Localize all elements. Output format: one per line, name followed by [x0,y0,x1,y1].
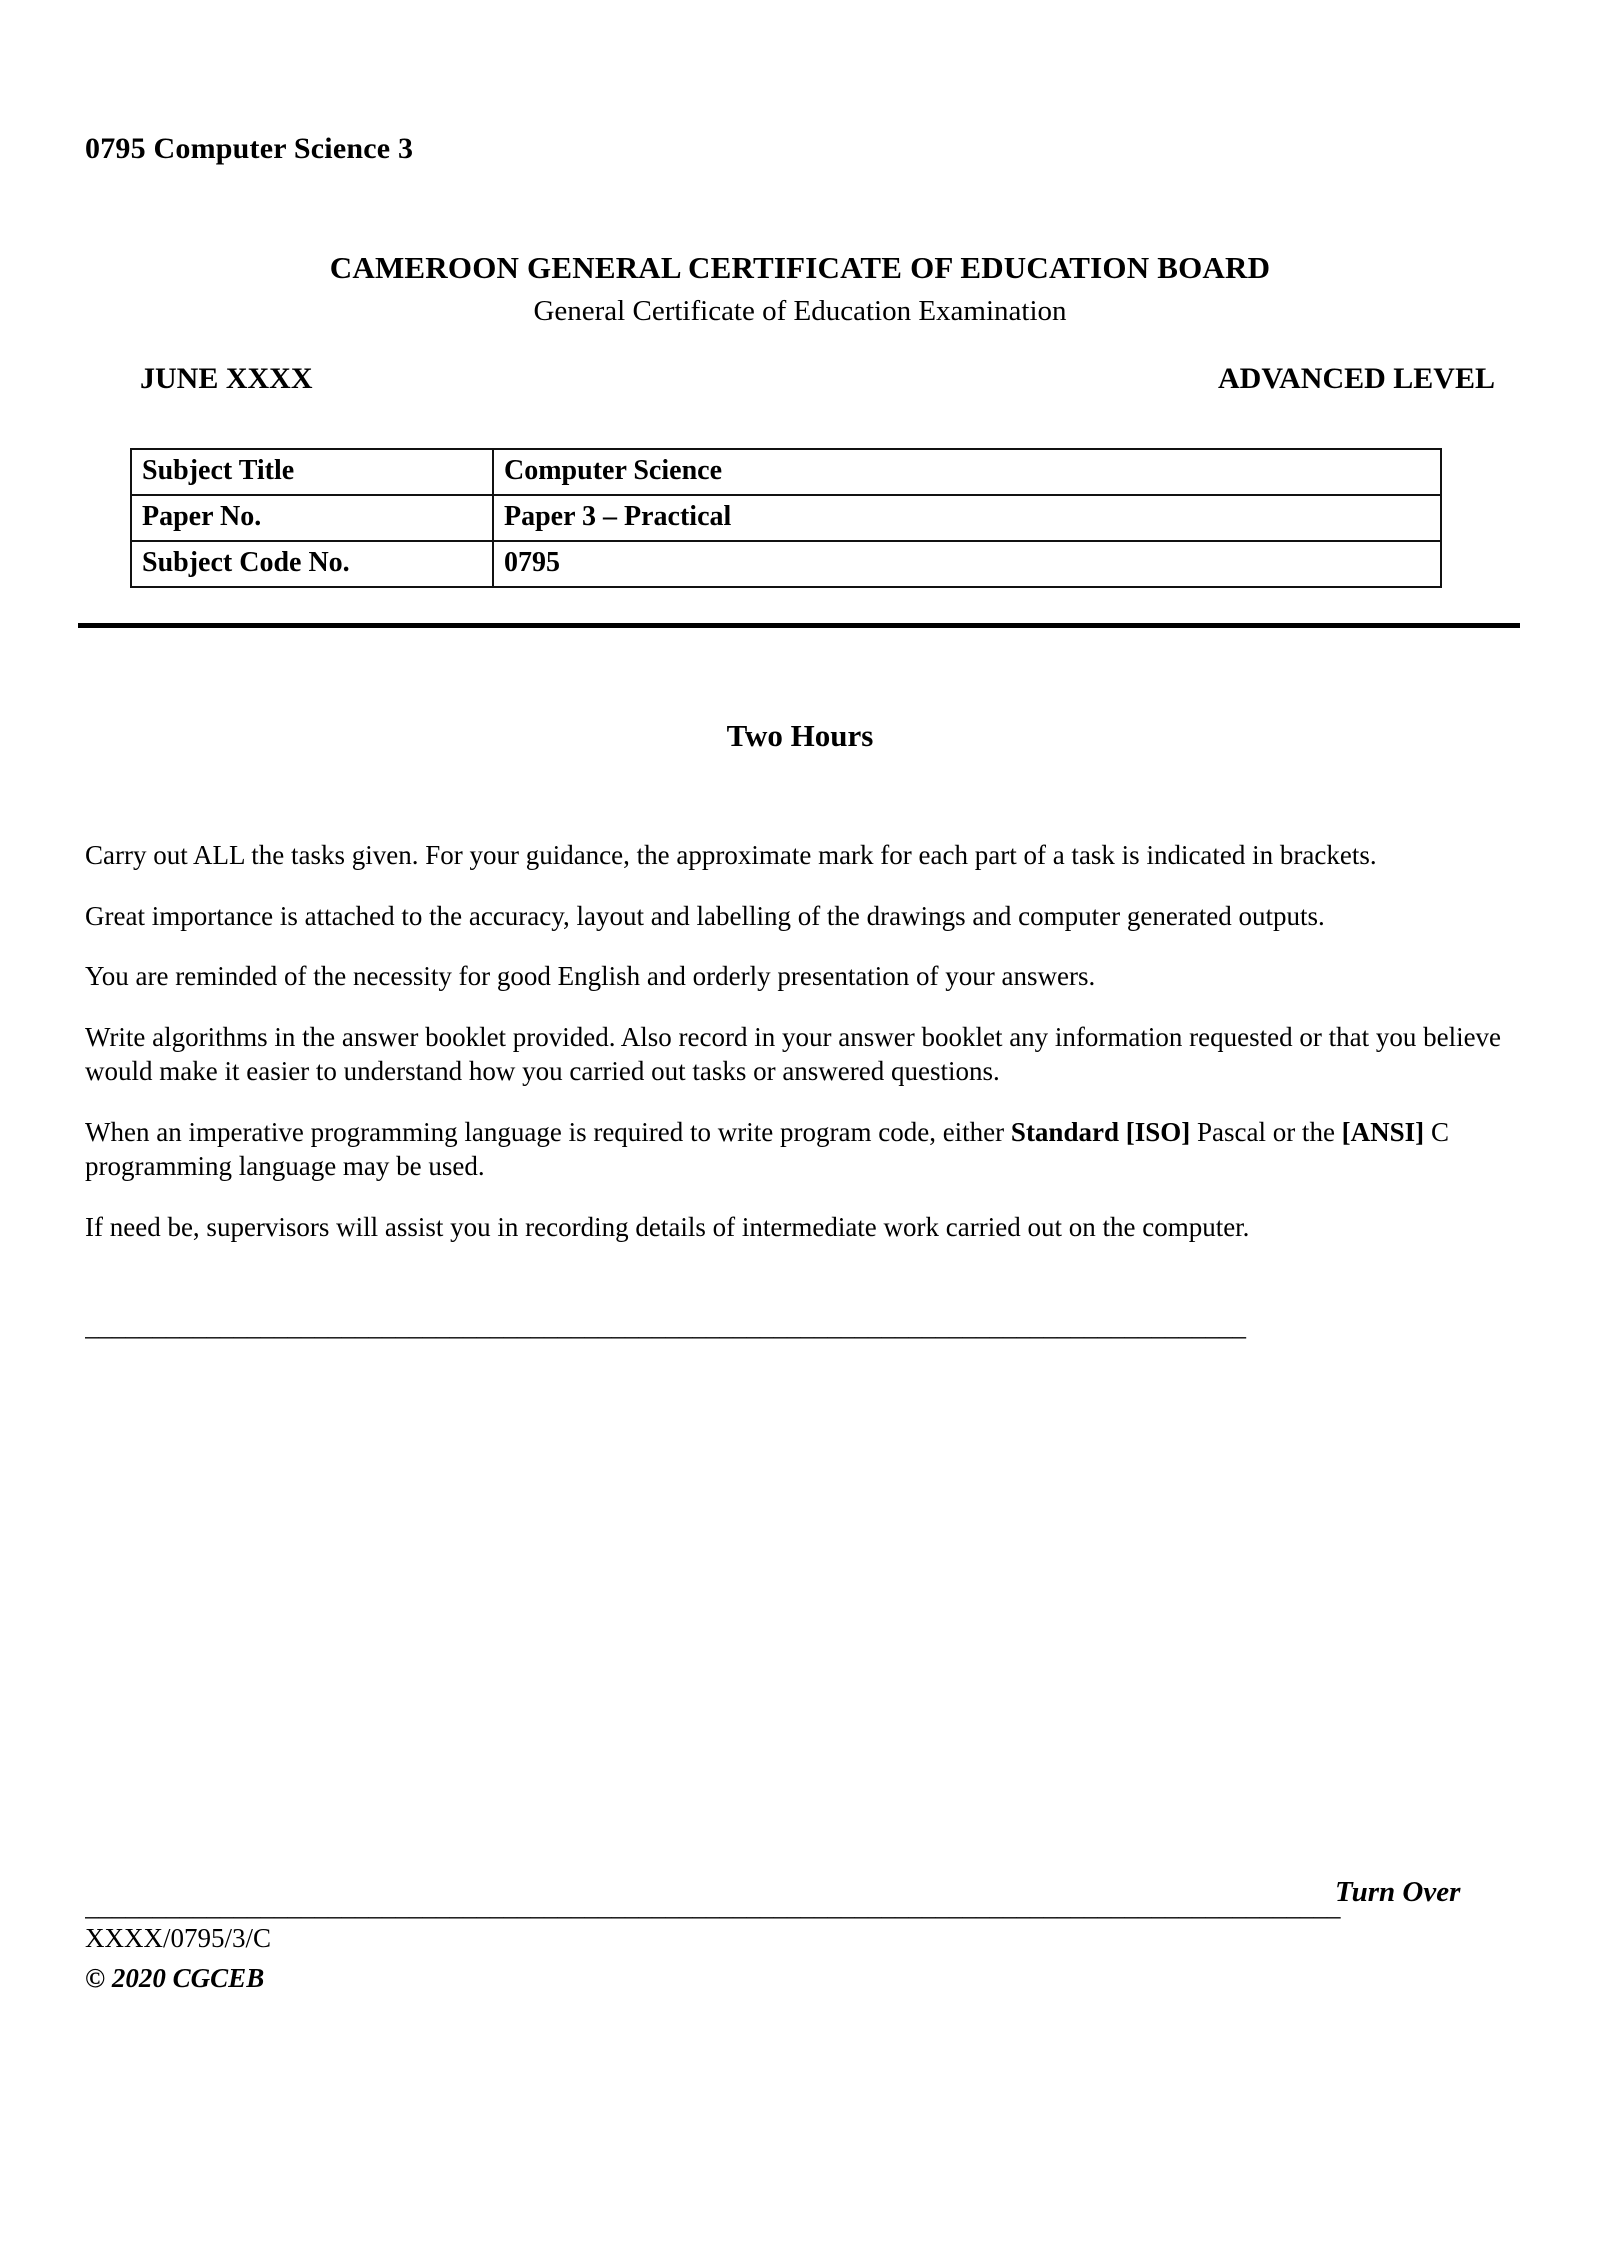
header-divider [78,623,1520,628]
footer-underscores: _____________________________________________________________________________________________ [85,1893,1341,1920]
table-row [131,541,1441,587]
exam-session: JUNE XXXX [140,362,313,395]
instruction-paragraph-3: You are reminded of the necessity for good English and orderly presentation of your answers. [85,961,1096,992]
paper-no-label: Paper No. [131,495,493,541]
instructions-block [85,838,1505,1244]
running-head: 0795 Computer Science 3 [85,132,414,165]
instruction-paragraph-2: Great importance is attached to the accuracy, layout and labelling of the drawings and computer generated outputs. [85,900,1325,931]
paper-reference-code: XXXX/0795/3/C [85,1923,272,1953]
board-title: CAMEROON GENERAL CERTIFICATE OF EDUCATION BOARD [329,250,1271,285]
instruction-p5-bold-standard-iso: Standard [ISO] [1010,1116,1191,1147]
instruction-paragraph-4: Write algorithms in the answer booklet provided. Also record in your answer booklet any information requested or that you believe would make it easier to understand how you carried out tasks or answered questions. [85,1021,1502,1087]
session-level-row [140,362,1495,396]
instruction-paragraph-5 [85,1115,1505,1184]
paper-no-value: Paper 3 – Practical [493,495,1441,541]
subject-title-label: Subject Title [131,449,493,495]
instruction-paragraph-6: If need be, supervisors will assist you in recording details of intermediate work carried out on the computer. [85,1211,1250,1242]
table-row [131,449,1441,495]
instruction-p5-text-3: C programming language may be used. [85,1116,1449,1182]
section-separator-rule: ______________________________________________________________________________________ [85,1313,1246,1340]
instruction-p5-text-1: When an imperative programming language is required to write program code, either [85,1116,1011,1147]
paper-details-table [130,448,1442,588]
subject-code-label: Subject Code No. [131,541,493,587]
table-row [131,495,1441,541]
board-subtitle: General Certificate of Education Examination [533,295,1067,327]
exam-level: ADVANCED LEVEL [1217,362,1495,395]
exam-duration: Two Hours [726,718,874,753]
instruction-p5-bold-ansi: [ANSI] [1341,1116,1425,1147]
subject-code-value: 0795 [493,541,1441,587]
footer-separator-rule [85,1893,1505,1920]
instruction-p5-text-2: Pascal or the [1190,1116,1342,1147]
instruction-paragraph-1: Carry out ALL the tasks given. For your guidance, the approximate mark for each part of a task is indicated in brackets. [85,840,1377,870]
copyright-notice: © 2020 CGCEB [85,1963,265,1993]
turn-over-label: Turn Over [1335,1876,1461,1908]
subject-title-value: Computer Science [493,449,1441,495]
